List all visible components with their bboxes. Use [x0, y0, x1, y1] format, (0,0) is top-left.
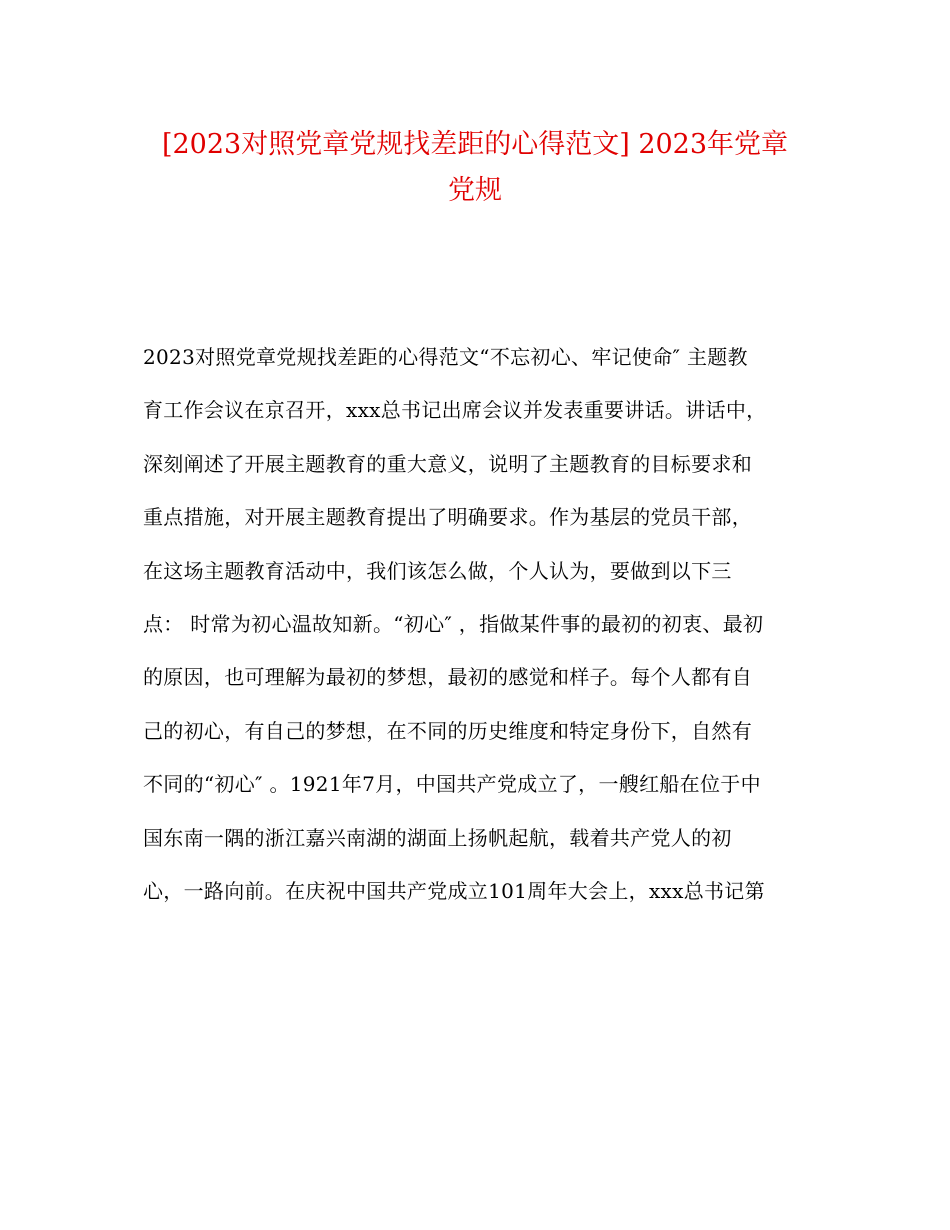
title-line: [2023对照党章党规找差距的心得范文] 2023年党章 — [161, 129, 789, 160]
body-line: 心，一路向前。在庆祝中国共产党成立101周年大会上，xxx总书记第 — [143, 878, 765, 903]
document-title — [100, 122, 850, 214]
body-line: 国东南一隅的浙江嘉兴南湖的湖面上扬帆起航，载着共产党人的初 — [143, 825, 732, 850]
body-line: 不同的“初心″ 。1921年7月，中国共产党成立了，一艘红船在位于中 — [143, 772, 761, 797]
title-line: 党规 — [448, 175, 502, 206]
body-line: 育工作会议在京召开，xxx总书记出席会议并发表重要讲话。讲话中， — [143, 398, 767, 423]
body-line: 的原因，也可理解为最初的梦想，最初的感觉和样子。每个人都有自 — [143, 665, 752, 690]
body-line: 在这场主题教育活动中，我们该怎么做，个人认为，要做到以下三 — [143, 558, 732, 583]
body-line: 深刻阐述了开展主题教育的重大意义，说明了主题教育的目标要求和 — [143, 451, 752, 476]
body-line: 点： 时常为初心温故知新。“初心″ ，指做某件事的最初的初衷、最初 — [143, 611, 764, 636]
body-line: 2023对照党章党规找差距的心得范文“不忘初心、牢记使命″ 主题教 — [143, 345, 748, 369]
body-line: 重点措施，对开展主题教育提出了明确要求。作为基层的党员干部， — [143, 505, 752, 530]
document-body — [143, 331, 823, 918]
body-line: 己的初心，有自己的梦想，在不同的历史维度和特定身份下，自然有 — [143, 718, 752, 743]
